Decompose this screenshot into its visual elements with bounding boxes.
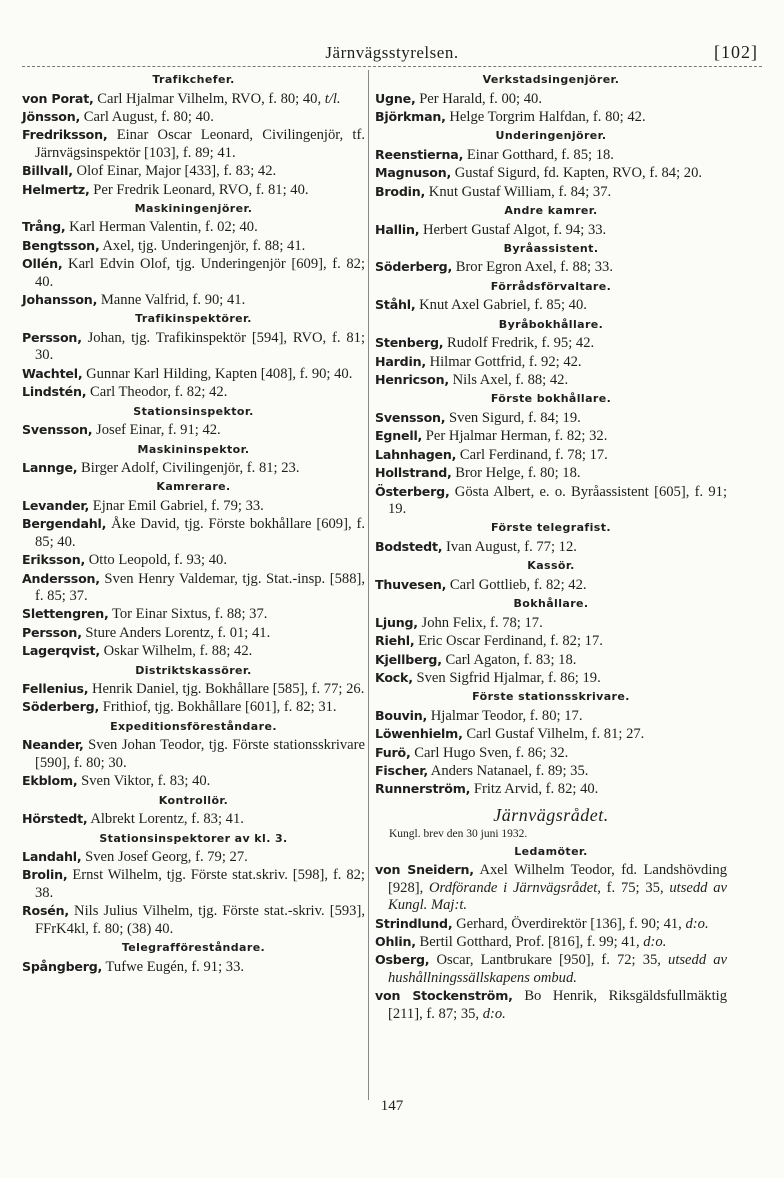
entry-name: Lindstén, [22,384,87,400]
entry-name: Fellenius, [22,681,89,697]
entry-details: Knut Gustaf William, f. 84; 37. [425,183,612,200]
section-heading: Stationsinspektor. [133,404,254,418]
entry-details: f. 75; 35, [600,879,670,896]
directory-entry [22,866,365,902]
entry-details: Nils Julius Vilhelm, tjg. Förste stat.-skriv. [593], FFrK4kl, f. 80; (38) 40. [35,903,365,937]
directory-entry [375,987,727,1023]
directory-entry [22,497,365,515]
entry-name: Hörstedt, [22,811,88,827]
entry-details: Carl Hjalmar Vilhelm, RVO, f. 80; 40, [93,90,325,107]
entry-details: Sven Henry Valdemar, tjg. Stat.-insp. [588], f. 85; 37. [35,570,365,604]
directory-entry [375,446,727,464]
entry-details: Helge Torgrim Halfdan, f. 80; 42. [445,108,646,125]
entry-name: Fredriksson, [22,127,108,143]
entry-details: Tufwe Eugén, f. 91; 33. [102,958,245,975]
entry-name: Österberg, [375,483,450,499]
entry-name: Strindlund, [375,915,453,931]
entry-details: Oskar Wilhelm, f. 88; 42. [99,643,253,660]
entry-name: Furö, [375,744,411,760]
entry-details: Sven Sigfrid Hjalmar, f. 86; 19. [412,669,601,686]
entry-name: Lannge, [22,460,78,475]
directory-entry [375,707,727,725]
entry-details: Henrik Daniel, tjg. Bokhållare [585], f. 77; 26. [88,681,365,698]
directory-entry [22,515,365,551]
entry-details: John Felix, f. 78; 17. [417,614,543,631]
entry-name: Johansson, [22,292,98,308]
entry-name: Egnell, [375,428,423,444]
entry-details: Axel Wilhelm Teodor, fd. Landshövding [928], [388,862,727,896]
entry-details: Bertil Gotthard, Prof. [816], f. 99; 41, [415,934,644,950]
directory-entry [22,570,365,606]
entry-name: Ohlin, [375,934,416,949]
entry-details: Carl Hugo Sven, f. 86; 32. [410,744,569,761]
entry-name: Magnuson, [375,165,452,181]
directory-entry [375,353,727,371]
section-heading: Förste bokhållare. [490,392,612,406]
entry-name: Ugne, [375,90,416,106]
entry-name: Söderberg, [375,259,453,275]
entry-name: Bergendahl, [22,516,107,532]
entry-details: Hjalmar Teodor, f. 80; 17. [427,707,583,724]
entry-details: Frithiof, tjg. Bokhållare [601], f. 82; 31. [99,699,337,716]
directory-entry [375,861,727,914]
section-heading: Expeditionsföreståndare. [110,719,277,733]
entry-name: Ekblom, [22,773,78,789]
directory-entry [22,736,365,772]
directory-entry [375,464,727,482]
entry-details: Tor Einar Sixtus, f. 88; 37. [108,606,268,623]
directory-entry [375,258,727,276]
entry-name: Billvall, [22,163,73,179]
directory-entry [375,933,727,951]
entry-details: Otto Leopold, f. 93; 40. [85,552,227,569]
entry-details: Ernst Wilhelm, tjg. Förste stat.skriv. [598], f. 82; 38. [35,867,365,901]
directory-entry [22,237,365,255]
entry-note: t/l. [324,90,341,107]
entry-name: Ollén, [22,256,63,272]
entry-details: Sven Johan Teodor, tjg. Förste stationsskrivare [590], f. 80; 30. [35,737,365,771]
entry-details: Knut Axel Gabriel, f. 85; 40. [415,297,587,314]
directory-entry [22,365,365,383]
entry-note: d:o. [685,915,709,932]
entry-details: Oscar, Lantbrukare [950], f. 72; 35, [429,952,669,969]
entry-name: Levander, [22,497,90,513]
directory-entry [375,632,727,650]
directory-entry [22,958,365,976]
directory-entry [375,669,727,687]
entry-name: Hollstrand, [375,465,452,481]
entry-details: Olof Einar, Major [433], f. 83; 42. [72,163,277,180]
left-column [22,70,365,976]
entry-name: Bouvin, [375,707,428,723]
entry-name: Persson, [22,329,82,345]
entry-name: Helmertz, [22,181,90,197]
entry-name: Ståhl, [375,297,416,313]
page-footer-number: 147 [380,1098,404,1114]
entry-name: Eriksson, [22,552,86,568]
entry-details: Sven Viktor, f. 83; 40. [77,773,211,790]
entry-details: Bror Helge, f. 80; 18. [451,465,581,482]
section-heading: Kontrollör. [158,793,229,807]
entry-name: Fischer, [375,763,428,779]
section-heading: Kassör. [527,559,575,573]
entry-name: Runnerström, [375,781,471,797]
entry-details: Karl Herman Valentin, f. 02; 40. [65,219,258,236]
entry-name: Jönsson, [22,108,81,124]
entry-details: Johan, tjg. Trafikinspektör [594], RVO, f. 81; 30. [35,329,365,364]
entry-name: Rosén, [22,903,69,919]
directory-entry [22,810,365,828]
section-heading: Verkstadsingenjörer. [482,73,620,86]
directory-entry [375,146,727,164]
entry-note: d:o. [482,1005,506,1022]
directory-entry [375,334,727,352]
directory-entry [375,725,727,743]
entry-note: utsedd av hushållningssällskapens ombud. [388,952,727,986]
entry-note: d:o. [643,934,667,950]
section-heading: Ledamöter. [514,844,588,858]
entry-name: Henricson, [375,372,449,388]
entry-name: Reenstierna, [375,146,464,162]
section-heading: Maskiningenjörer. [134,201,253,215]
section-heading: Underingenjörer. [495,129,607,143]
entry-name: Brodin, [375,183,426,199]
entry-details: Albrekt Lorentz, f. 83; 41. [87,811,244,828]
directory-entry [375,915,727,933]
entry-name: Bodstedt, [375,538,443,554]
entry-name: Kock, [375,669,413,685]
entry-details: Sven Sigurd, f. 84; 19. [445,409,581,426]
page-header [22,40,762,67]
directory-entry [375,744,727,762]
directory-entry [375,780,727,798]
entry-note: Ordförande i Järnvägsrådet, [429,879,601,896]
entry-name: Svensson, [375,409,446,425]
section-heading: Byråassistent. [503,241,599,255]
directory-entry [375,183,727,201]
directory-entry [375,409,727,427]
entry-details: Manne Valfrid, f. 90; 41. [97,292,246,309]
directory-entry [22,848,365,866]
entry-name: Bengtsson, [22,237,100,253]
section-heading: Stationsinspektorer av kl. 3. [99,831,288,845]
entry-details: Hilmar Gottfrid, f. 92; 42. [425,353,582,370]
directory-entry [375,614,727,632]
entry-details: Herbert Gustaf Algot, f. 94; 33. [419,221,607,238]
entry-name: Slettengren, [22,606,109,622]
directory-entry [22,218,365,236]
directory-entry [375,576,727,594]
entry-name: Hardin, [375,353,426,369]
directory-entry [22,605,365,623]
directory-entry [22,421,365,439]
directory-entry [22,291,365,309]
directory-entry [22,126,365,162]
entry-details: Carl Theodor, f. 82; 42. [86,384,228,401]
entry-name: von Stockenström, [375,988,513,1004]
entry-details: Gösta Albert, e. o. Byråassistent [605], f. 91; 19. [388,483,727,517]
directory-entry [375,108,727,126]
entry-details: Nils Axel, f. 88; 42. [448,372,569,389]
directory-entry [22,329,365,365]
section-heading: Maskininspektor. [137,442,250,456]
entry-details: Einar Oscar Leonard, Civilingenjör, tf. Järnvägsinspektör [103], f. 89; 41. [35,127,365,161]
directory-entry [375,951,727,987]
entry-details: Eric Oscar Ferdinand, f. 82; 17. [414,633,603,650]
section-heading: Trafikchefer. [152,73,235,86]
entry-name: Lahnhagen, [375,446,457,462]
entry-name: Svensson, [22,422,93,438]
section-heading: Bokhållare. [513,597,589,611]
directory-entry [22,772,365,790]
entry-details: Rudolf Fredrik, f. 95; 42. [443,335,595,352]
section-heading: Förste stationsskrivare. [472,690,630,704]
entry-details: Carl Gustaf Vilhelm, f. 81; 27. [462,726,645,743]
right-column [375,70,727,1023]
directory-entry [375,371,727,389]
entry-details: Carl Ferdinand, f. 78; 17. [456,446,608,463]
entry-name: Spångberg, [22,958,103,974]
directory-entry [375,221,727,239]
directory-entry [22,642,365,660]
entry-details: Gerhard, Överdirektör [136], f. 90; 41, [452,915,686,932]
directory-entry [375,427,727,445]
entry-note: utsedd av Kungl. Maj:t. [388,879,727,914]
entry-name: Stenberg, [375,335,444,351]
entry-name: Ljung, [375,614,418,630]
entry-name: Kjellberg, [375,651,442,667]
entry-details: Gunnar Karl Hilding, Kapten [408], f. 90; 40. [82,365,353,382]
section-heading: Andre kamrer. [504,204,598,218]
entry-details: Birger Adolf, Civilingenjör, f. 81; 23. [77,460,300,476]
directory-entry [22,902,365,938]
page-number-bracket: [102] [714,42,758,62]
entry-name: Persson, [22,624,82,640]
section-heading: Distriktskassörer. [135,663,252,677]
section-heading: Förste telegrafist. [491,521,611,535]
section-heading: Förrådsförvaltare. [490,279,612,293]
entry-details: Carl August, f. 80; 40. [80,108,214,125]
entry-name: Lagerqvist, [22,643,100,659]
directory-entry [375,90,727,108]
page-title: Järnvägsstyrelsen. [325,43,459,62]
entry-name: Landahl, [22,849,82,864]
directory-entry [375,164,727,182]
entry-name: Wachtel, [22,365,83,381]
entry-name: Trång, [22,219,66,235]
entry-name: Hallin, [375,221,420,237]
entry-details: Sture Anders Lorentz, f. 01; 41. [81,624,271,641]
directory-entry [22,680,365,698]
entry-name: von Sneidern, [375,862,474,878]
entry-details: Bror Egron Axel, f. 88; 33. [452,259,613,276]
entry-name: Björkman, [375,108,446,124]
entry-details: Fritz Arvid, f. 82; 40. [470,781,599,798]
directory-entry [22,162,365,180]
entry-details: Karl Edvin Olof, tjg. Underingenjör [609], f. 82; 40. [35,256,365,290]
directory-entry [375,483,727,519]
entry-name: Riehl, [375,633,415,649]
entry-details: Per Fredrik Leonard, RVO, f. 81; 40. [89,181,309,198]
directory-entry [375,538,727,556]
section-heading: Byråbokhållare. [498,317,604,331]
section-title: Järnvägsrådet. [493,804,609,825]
directory-entry [22,90,365,108]
entry-name: Löwenhielm, [375,726,463,742]
entry-details: Josef Einar, f. 91; 42. [92,422,221,439]
directory-entry [22,698,365,716]
entry-details: Sven Josef Georg, f. 79; 27. [81,849,248,865]
directory-entry [22,624,365,642]
entry-name: von Porat, [22,90,94,106]
entry-name: Söderberg, [22,699,100,715]
directory-entry [22,551,365,569]
entry-name: Brolin, [22,867,68,883]
entry-details: Gustaf Sigurd, fd. Kapten, RVO, f. 84; 20. [451,165,703,182]
section-heading: Trafikinspektörer. [135,312,252,326]
decree-note: Kungl. brev den 30 juni 1932. [389,827,528,840]
entry-details: Per Hjalmar Herman, f. 82; 32. [422,428,608,445]
entry-name: Osberg, [375,952,430,968]
directory-entry [375,762,727,780]
entry-details: Åke David, tjg. Förste bokhållare [609], f. 85; 40. [35,516,365,550]
entry-name: Andersson, [22,570,100,586]
section-heading: Kamrerare. [156,480,231,494]
column-divider [368,70,369,1100]
entry-name: Thuvesen, [375,576,447,592]
directory-entry [22,383,365,401]
entry-details: Carl Gottlieb, f. 82; 42. [446,576,587,593]
directory-entry [375,296,727,314]
entry-details: Bo Henrik, Riksgäldsfullmäktig [211], f. 87; 35, [388,988,727,1022]
entry-details: Anders Natanael, f. 89; 35. [427,763,589,780]
entry-details: Per Harald, f. 00; 40. [415,90,542,107]
directory-entry [22,255,365,291]
entry-details: Ivan August, f. 77; 12. [442,538,577,555]
section-heading: Telegrafföreståndare. [121,941,266,955]
entry-details: Carl Agaton, f. 83; 18. [441,651,577,668]
entry-name: Neander, [22,737,84,753]
entry-details: Ejnar Emil Gabriel, f. 79; 33. [89,497,264,514]
entry-details: Einar Gotthard, f. 85; 18. [463,146,614,163]
directory-entry [375,651,727,669]
directory-entry [22,181,365,199]
directory-entry [22,459,365,477]
entry-details: Axel, tjg. Underingenjör, f. 88; 41. [99,237,306,254]
directory-entry [22,108,365,126]
